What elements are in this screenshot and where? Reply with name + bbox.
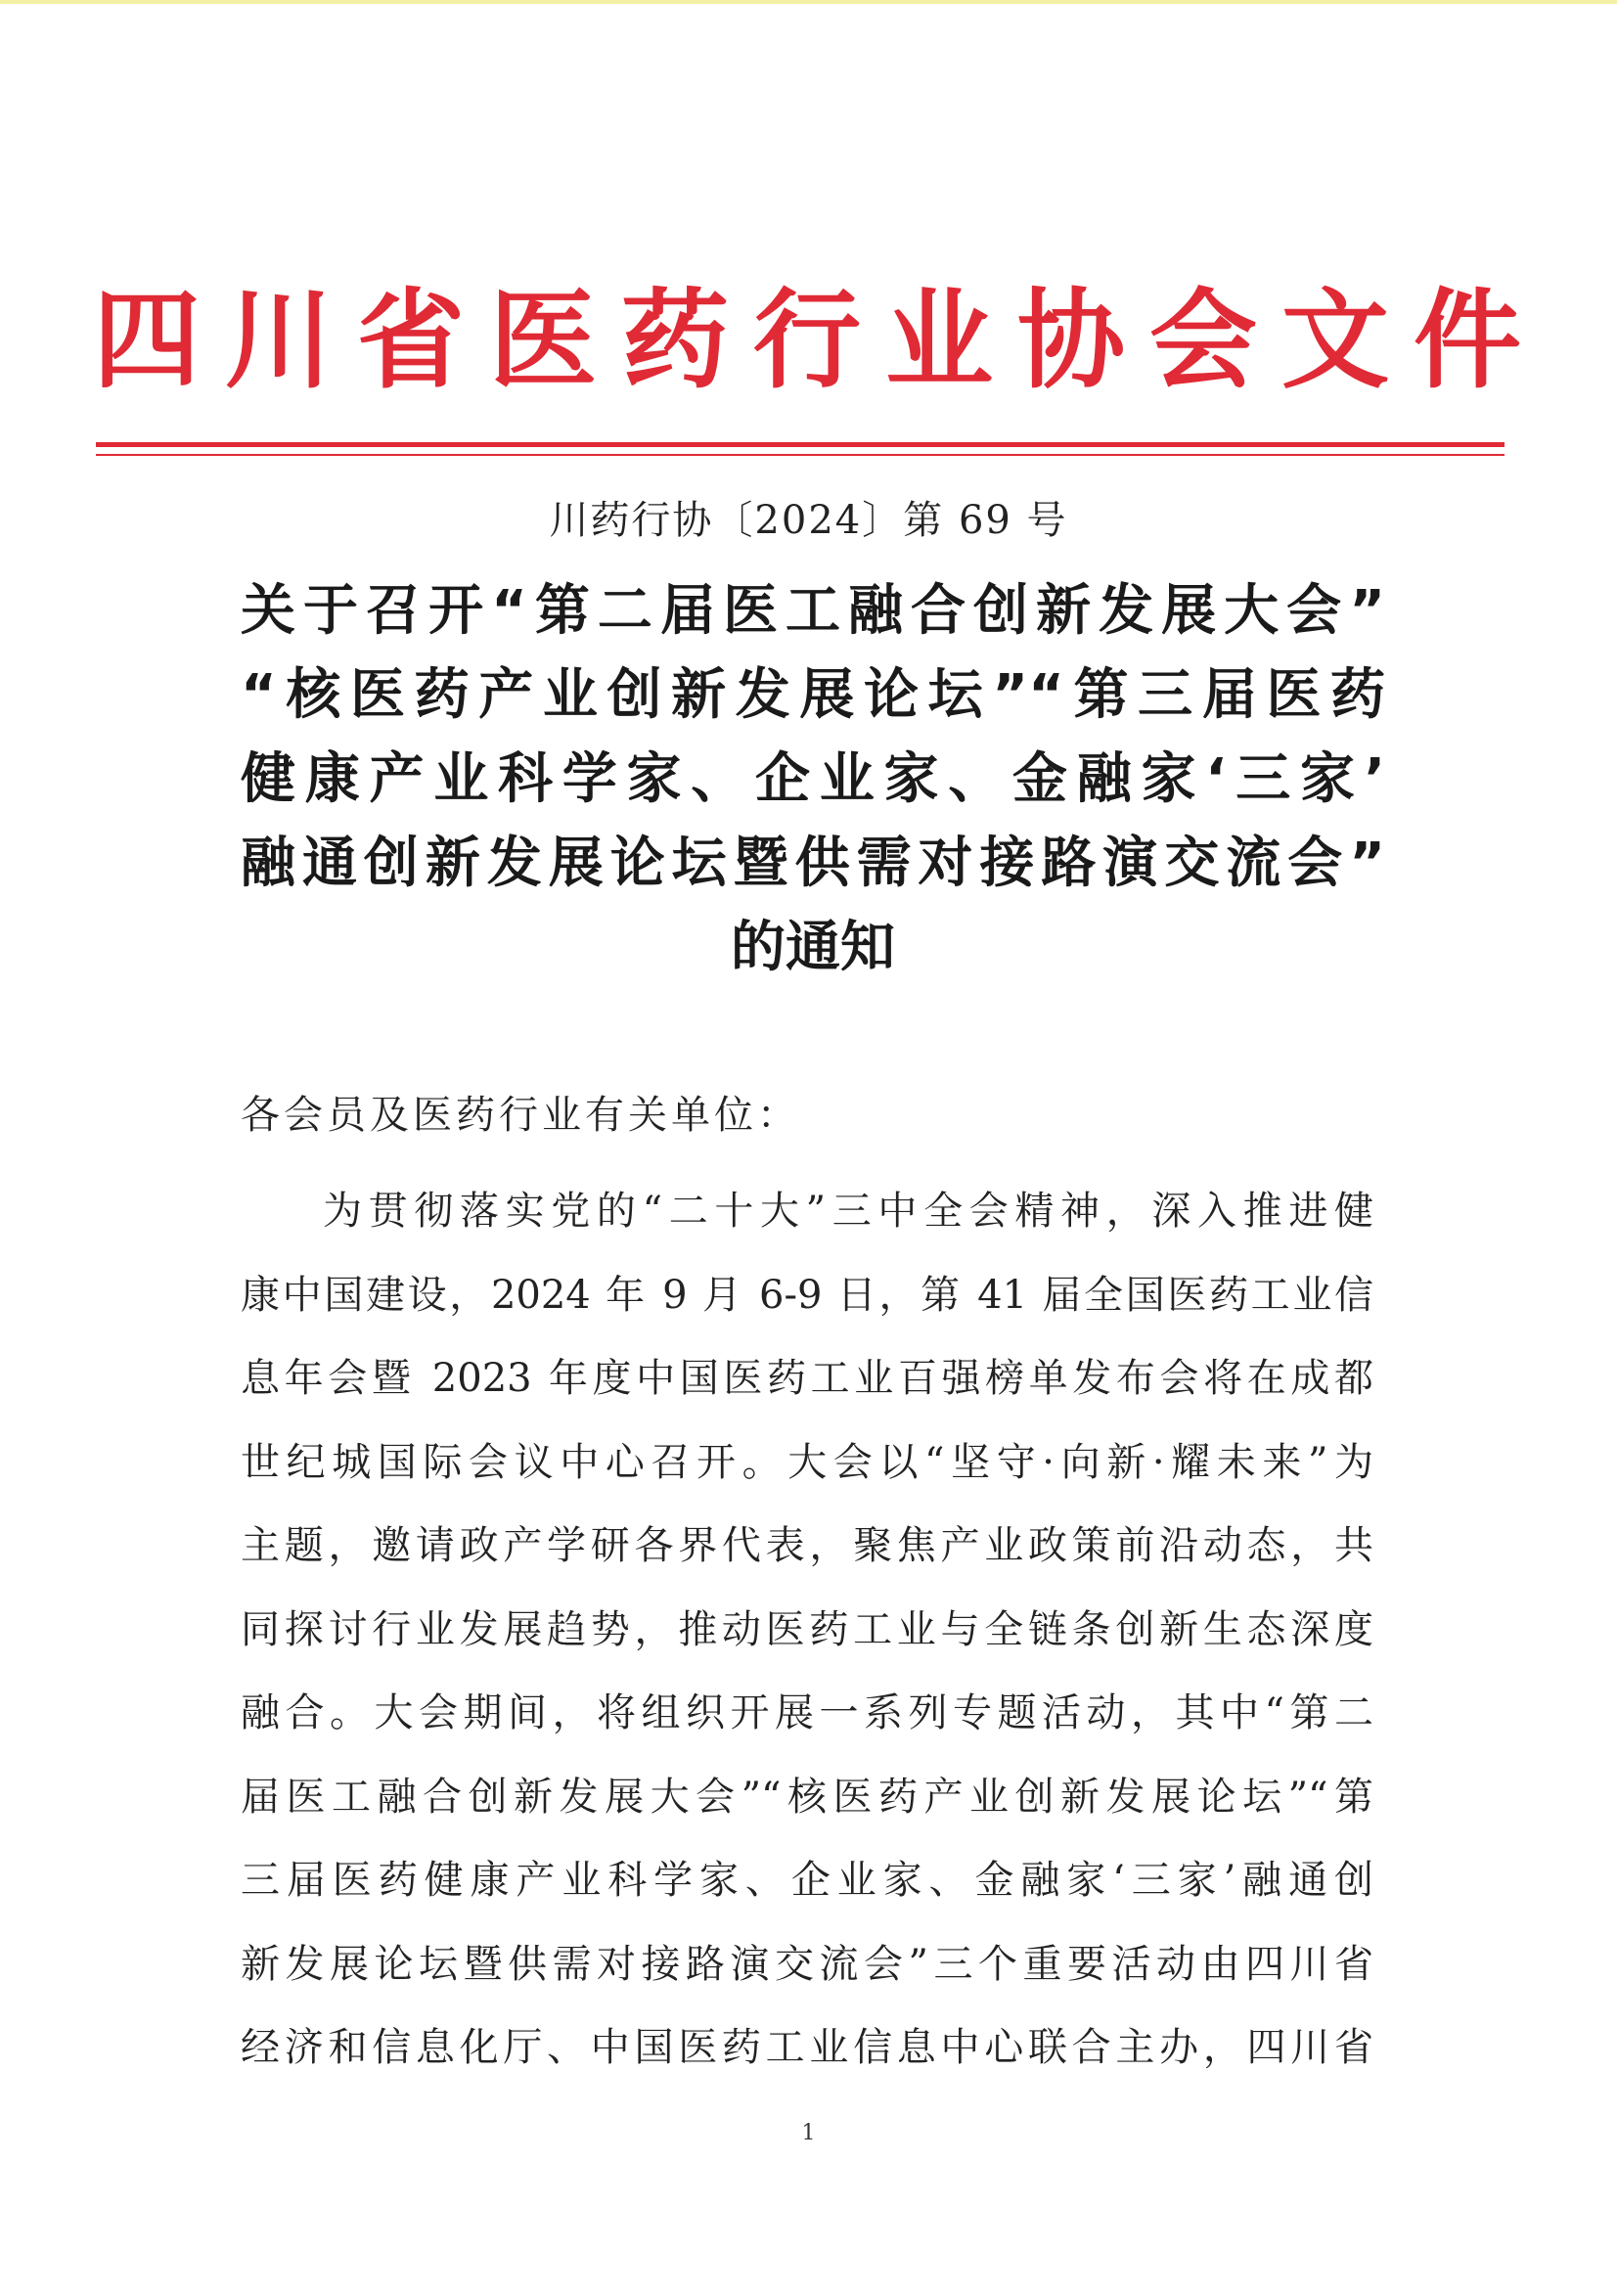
masthead-rule-thin xyxy=(96,454,1505,456)
scan-top-edge xyxy=(0,0,1617,4)
body-line: 世纪城国际会议中心召开。大会以“坚守·向新·耀未来”为 xyxy=(241,1439,1373,1485)
body-line: 息年会暨 2023 年度中国医药工业百强榜单发布会将在成都 xyxy=(241,1356,1373,1401)
masthead-char: 四 xyxy=(93,276,201,403)
title-line: “核医药产业创新发展论坛”“第三届医药 xyxy=(241,663,1385,727)
masthead-char: 业 xyxy=(885,276,993,403)
masthead-char: 川 xyxy=(225,276,333,403)
body-line: 届医工融合创新发展大会”“核医药产业创新发展论坛”“第 xyxy=(241,1774,1373,1820)
body-line: 三届医药健康产业科学家、企业家、金融家‘三家’融通创 xyxy=(241,1858,1373,1903)
salutation: 各会员及医药行业有关单位： xyxy=(241,1093,800,1138)
document-title xyxy=(241,569,1385,990)
masthead-char: 会 xyxy=(1149,276,1257,403)
masthead-rule-thick xyxy=(96,442,1505,447)
masthead-char: 文 xyxy=(1281,276,1389,403)
masthead-char: 行 xyxy=(753,276,861,403)
masthead-char: 协 xyxy=(1017,276,1125,403)
body-line: 融合。大会期间，将组织开展一系列专题活动，其中“第二 xyxy=(241,1690,1373,1735)
title-line: 关于召开“第二届医工融合创新发展大会” xyxy=(241,579,1385,643)
body-line: 同探讨行业发展趋势，推动医药工业与全链条创新生态深度 xyxy=(241,1606,1373,1652)
masthead-char: 件 xyxy=(1414,276,1521,403)
body-line: 为贯彻落实党的“二十大”三中全会精神，深入推进健 xyxy=(323,1189,1373,1234)
title-line: 融通创新发展论坛暨供需对接路演交流会” xyxy=(241,832,1385,895)
masthead-title xyxy=(93,274,1521,406)
body-paragraph xyxy=(241,1170,1373,2091)
body-line: 经济和信息化厅、中国医药工业信息中心联合主办，四川省 xyxy=(241,2025,1373,2070)
masthead-char: 省 xyxy=(357,276,465,403)
body-line: 主题，邀请政产学研各界代表，聚焦产业政策前沿动态，共 xyxy=(241,1523,1373,1568)
title-line: 的通知 xyxy=(731,916,895,979)
body-line: 康中国建设，2024 年 9 月 6-9 日，第 41 届全国医药工业信 xyxy=(241,1272,1373,1318)
title-line: 健康产业科学家、企业家、金融家‘三家’ xyxy=(241,747,1385,811)
document-number: 川药行协〔2024〕第 69 号 xyxy=(549,498,1068,543)
body-line: 新发展论坛暨供需对接路演交流会”三个重要活动由四川省 xyxy=(241,1941,1373,1987)
masthead-char: 药 xyxy=(621,276,729,403)
masthead-char: 医 xyxy=(489,276,597,403)
page-number: 1 xyxy=(801,2121,816,2145)
